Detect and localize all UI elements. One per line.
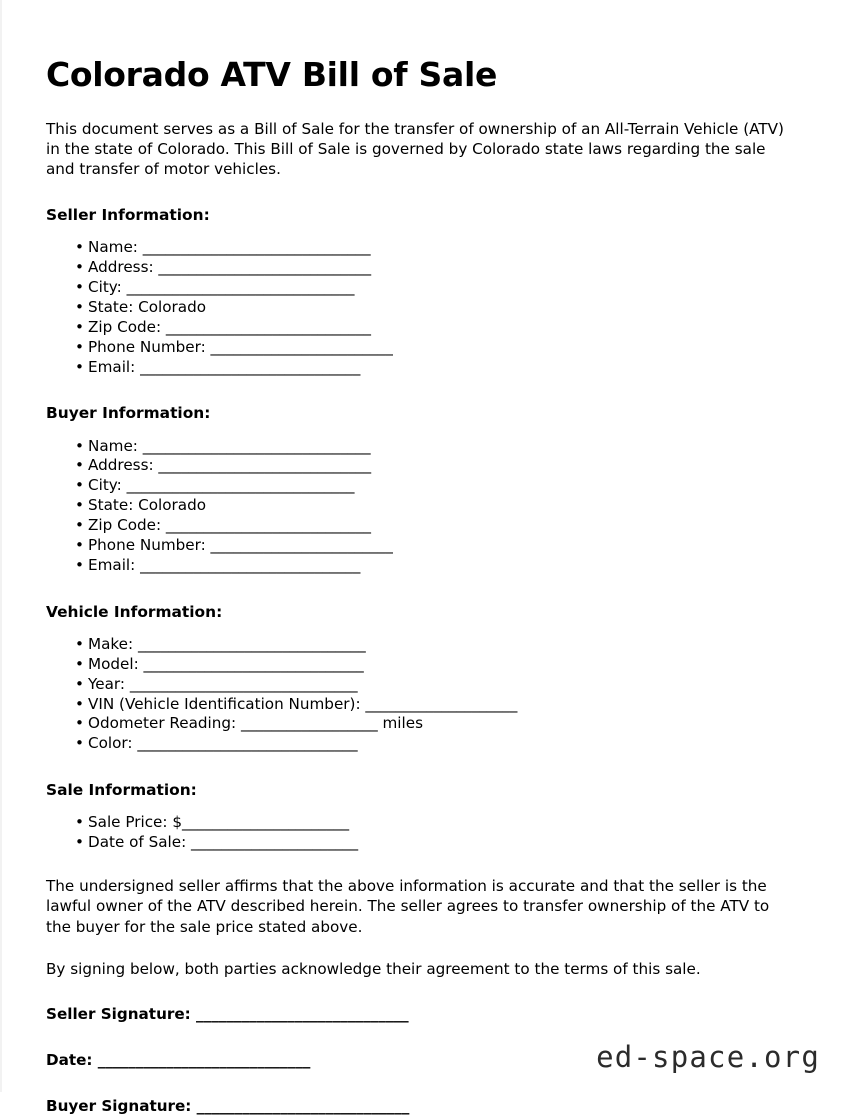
list-item: • State: Colorado bbox=[46, 298, 798, 318]
acknowledgement-paragraph: By signing below, both parties acknowledge their agreement to the terms of this sale. bbox=[46, 959, 798, 979]
list-item: • Make: ______________________________ bbox=[46, 635, 798, 655]
list-item: • Name: ______________________________ bbox=[46, 437, 798, 457]
list-item: • Model: _____________________________ bbox=[46, 655, 798, 675]
buyer-information-heading: Buyer Information: bbox=[46, 403, 798, 423]
list-item: • Color: _____________________________ bbox=[46, 734, 798, 754]
list-item: • Zip Code: ___________________________ bbox=[46, 318, 798, 338]
list-item: • Zip Code: ___________________________ bbox=[46, 516, 798, 536]
list-item: • City: ______________________________ bbox=[46, 278, 798, 298]
list-item: • Phone Number: ________________________ bbox=[46, 338, 798, 358]
document-content bbox=[46, 0, 798, 1116]
list-item: • Odometer Reading: __________________ miles bbox=[46, 714, 798, 734]
list-item: • Date of Sale: ______________________ bbox=[46, 833, 798, 853]
buyer-signature-line: Buyer Signature: ____________________________ bbox=[46, 1097, 798, 1116]
vehicle-field-list bbox=[46, 635, 798, 754]
list-item: • Email: _____________________________ bbox=[46, 358, 798, 378]
sale-information-heading: Sale Information: bbox=[46, 780, 798, 800]
list-item: • Phone Number: ________________________ bbox=[46, 536, 798, 556]
list-item: • City: ______________________________ bbox=[46, 476, 798, 496]
intro-paragraph: This document serves as a Bill of Sale for the transfer of ownership of an All-Terrain Vehicle (ATV) in the state of Colorado. This Bill of Sale is governed by Colorado state laws regarding the sale and transfer of motor vehicles. bbox=[46, 119, 788, 179]
list-item: • Sale Price: $______________________ bbox=[46, 813, 798, 833]
list-item: • Name: ______________________________ bbox=[46, 238, 798, 258]
list-item: • Address: ____________________________ bbox=[46, 456, 798, 476]
signature-date-line: Date: ____________________________ bbox=[46, 1051, 798, 1071]
affirmation-paragraph: The undersigned seller affirms that the above information is accurate and that the seller is the lawful owner of the ATV described herein. The seller agrees to transfer ownership of the ATV to the buyer for the sale price stated above. bbox=[46, 876, 798, 937]
sale-field-list bbox=[46, 813, 798, 853]
page-left-edge bbox=[0, 0, 2, 1092]
seller-signature-line: Seller Signature: ____________________________ bbox=[46, 1005, 798, 1025]
watermark: ed-space.org bbox=[596, 1040, 820, 1074]
list-item: • VIN (Vehicle Identification Number): ____________________ bbox=[46, 695, 798, 715]
seller-field-list bbox=[46, 238, 798, 377]
buyer-field-list bbox=[46, 437, 798, 576]
list-item: • Address: ____________________________ bbox=[46, 258, 798, 278]
seller-information-heading: Seller Information: bbox=[46, 205, 798, 225]
page-title: Colorado ATV Bill of Sale bbox=[46, 0, 798, 95]
list-item: • State: Colorado bbox=[46, 496, 798, 516]
list-item: • Year: ______________________________ bbox=[46, 675, 798, 695]
list-item: • Email: _____________________________ bbox=[46, 556, 798, 576]
vehicle-information-heading: Vehicle Information: bbox=[46, 602, 798, 622]
